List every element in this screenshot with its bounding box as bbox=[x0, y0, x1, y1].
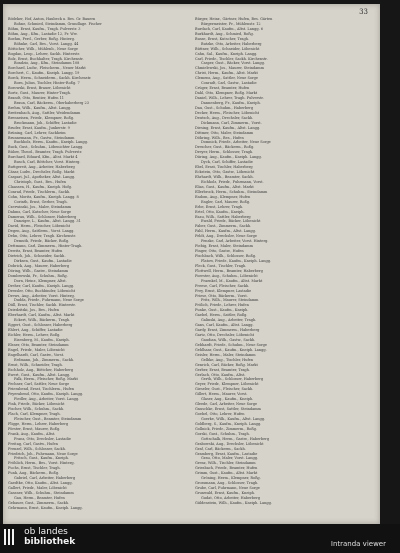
text-line: Bortz, Gust., Maurer, Hinter-Tragh. bbox=[8, 91, 71, 96]
text-line: Fraenkel, M., Kaufm., Altst. Markt bbox=[201, 278, 263, 283]
text-line: Goldberg, S., Kaufm., Kneiph. Langg. bbox=[195, 421, 262, 426]
text-line: Friese, Otto, Bäckerm., Vorst. bbox=[195, 293, 248, 298]
text-line: Funk, Aug., Bäckerm., Roßg. bbox=[8, 471, 60, 476]
text-line: Christoph, Gust., Bes., Hufen bbox=[14, 179, 67, 184]
text-line: Bülow, Theod., Beamter, Tragh. Pulverstr. bbox=[8, 150, 83, 155]
text-line: Fleischer, Gust., Beamter, Steindamm bbox=[14, 416, 82, 421]
text-line: Damerau, Wilh., Schlosser, Haberberg bbox=[8, 214, 77, 219]
text-line: Busse, Ernst, Kutscher, Tragh. bbox=[195, 36, 250, 41]
text-line: Döhring, Wilh., Bes., Hufen bbox=[195, 135, 244, 140]
text-line: Flach, Carl, Klempner, Tragh. bbox=[8, 412, 61, 416]
text-line: Engelhardt, Carl, Gastw., Vorst. bbox=[8, 352, 65, 357]
text-line: Fleck, Gust., Tischler, Tragh. bbox=[195, 263, 247, 268]
text-line: Conrad, Friedr., Tischlerm., Sackh. bbox=[8, 189, 71, 194]
text-line: Fahl, Herm., Kaufm., Altst. Langg. bbox=[195, 229, 256, 234]
text-line: Erdmann, Joh., Zimmerm., Sackh. bbox=[14, 357, 75, 362]
text-line: Gerlach, Otto, Kaufm., Altst. bbox=[195, 372, 246, 377]
text-line: Gerber, Ernst, Beamter, Tragh. bbox=[195, 367, 251, 372]
text-line: Döring, Wilh., Gastw., Steindamm bbox=[8, 268, 69, 273]
text-line: Dreyer, Herm., Schlosser, Tragh. bbox=[195, 150, 254, 155]
text-line: Genrich, Carl, Bäcker, Roßg. Markt bbox=[195, 362, 258, 367]
text-line: Clemens, Aug., Sattler, Neue Sorge bbox=[195, 76, 258, 81]
text-line: Dau, Gust., Schuhm., Haberberg bbox=[195, 105, 254, 110]
text-line: Ewald, Friedr., Bäcker, Löbenicht bbox=[201, 219, 261, 224]
text-line: Brockmann, Joh., Schiffer, Lastadie bbox=[14, 120, 77, 125]
text-line: Büttner, Wilh., Schneider, Löbenicht bbox=[195, 46, 260, 51]
text-line: Diesing, Ernst, Kaufm., Altst. Langg. bbox=[195, 125, 261, 130]
text-line: Bogdan, Leop., Lehrer, Sackh. Hinterstr. bbox=[8, 51, 80, 56]
text-line: Gau, Herm., Beamter, Hufen bbox=[14, 495, 65, 500]
text-line: Geyer, Friedr., Klempner, Löbenicht bbox=[195, 382, 259, 387]
text-line: Franz, Otto, Drechsler, Lastadie bbox=[14, 436, 71, 441]
text-line: Danziger, L., Kaufm., Altst. Langg. 31 bbox=[14, 219, 81, 224]
text-line: Gaudian, Wilh., Gastw., Sackh. bbox=[201, 337, 256, 342]
text-line: Fröhlich, Herm., Bes., Vorst. Hinterg. bbox=[8, 461, 75, 466]
text-line: Eckert, Wilh., Bäckerm., Tragh. bbox=[14, 318, 71, 323]
text-line: Falk, Herm., Fleischer, Roßg. Markt bbox=[14, 377, 78, 382]
page-number: 33 bbox=[359, 8, 368, 16]
text-line: Freitag, Carl, Gastw., Hufen bbox=[8, 441, 58, 446]
text-line: Flatow, Friedr., Kaufm., Kneiph. Langg. bbox=[201, 258, 272, 263]
library-logo-icon bbox=[4, 527, 16, 547]
text-line: Butzke, Otto, Arbeiter, Haberberg bbox=[201, 41, 262, 46]
text-line: Ehrhardt, Wilh., Beamter, Sackh. bbox=[195, 175, 254, 179]
text-line: Brenneisen, Friedr., Klempner, Roßg. bbox=[8, 115, 75, 120]
text-line: Daniel, Wilh., Lehrer, Tragh. Pulverstr. bbox=[195, 96, 264, 100]
text-line: Dziedzitzki, Jos., Bes., Hufen bbox=[8, 308, 60, 313]
text-line: Bödeker, Hof, Anton, Haubeck u. Bes. Gr. Bauern bbox=[8, 17, 96, 21]
text-line: Bötticher, Wilh., Mühlenb., Neue Sorge bbox=[8, 46, 78, 51]
text-line: Corinth, Ernst, Gerber, Tragh. bbox=[14, 199, 68, 204]
text-line: David, Herm., Fleischer, Löbenicht bbox=[8, 224, 70, 229]
text-line: Czerwinski, Jos., Maler, Steindamm bbox=[8, 204, 72, 209]
text-line: Eisenberg, M., Kaufm., Kneiph. bbox=[14, 337, 70, 342]
text-line: Carl, Friedr., Tischler, Sackh. Kirchenstr. bbox=[195, 56, 268, 61]
text-line: Gartz, Otto, Drechsler, Löbenicht bbox=[195, 333, 255, 337]
text-line: Crüger, Ernst, Beamter, Hufen bbox=[195, 86, 250, 91]
library-logo[interactable] bbox=[4, 527, 75, 547]
text-line: Eichholz, Friedr., Fuhrmann, Vorst. bbox=[201, 179, 264, 184]
text-line: Gerth, Wilh., Schlosser, Haberberg bbox=[201, 377, 264, 382]
text-line: Dahms, Carl, Kutscher, Neue Sorge bbox=[8, 209, 72, 214]
text-line: Eckstein, Otto, Gastw., Löbenicht bbox=[195, 170, 255, 175]
text-line: Eggert, Gust., Schlosser, Haberberg bbox=[8, 323, 73, 328]
text-line: Casper, Gust., Bäcker, Vorst. Langg. bbox=[201, 61, 265, 66]
text-line: Flottwell, Herm., Beamter, Haberberg bbox=[195, 268, 263, 273]
text-line: Fritsch, Gust., Kaufm., Kneiph. bbox=[14, 456, 70, 461]
text-line: Frenzel, Wilh., Schlosser, Sackh. bbox=[8, 446, 67, 451]
text-line: Borchert, C., Kaufm., Kneiph. Langg. 19 bbox=[8, 71, 80, 76]
text-line: Buchholz, Herm., Kaufm., Kneiph. Langg. bbox=[14, 140, 88, 145]
left-column bbox=[8, 17, 186, 517]
text-line: Funke, Gust., Kaufm., Kneiph. bbox=[195, 308, 249, 313]
text-line: Caspari, Jul., Apotheker, Altst. Langg. bbox=[8, 175, 76, 179]
text-line: Gillert, Herm., Maurer, Vorst. bbox=[195, 392, 248, 397]
text-line: Fechner, Carl, Sattler, Neue Sorge bbox=[8, 382, 70, 387]
text-line: Borowski, Ernst, Brauer, Löbenicht bbox=[8, 86, 71, 91]
text-line: Fritz, Wilh., Maurer, Steindamm bbox=[201, 298, 259, 303]
text-line: Domnick, Friedr., Arbeiter, Neue Sorge bbox=[201, 140, 271, 145]
text-line: Gebauer, Gust., Zimmerm., Sackh. bbox=[8, 500, 70, 505]
text-line: Gebhardt, Friedr., Schuhm., Neue Sorge bbox=[195, 342, 267, 347]
text-line: Ertel, Otto, Kaufm., Kneiph. bbox=[195, 209, 245, 214]
text-line: Grau, Otto, Maler, Vorst. Langg. bbox=[201, 456, 259, 461]
text-line: Degen, Aug., Sattlerm., Vorst. Langg. bbox=[8, 229, 75, 234]
logo-text bbox=[24, 527, 75, 547]
text-line: Brehm, Wilh., Kaufm., Altst. Langg. bbox=[8, 105, 72, 110]
text-line: Gorski, Gust., Schuhm., Tragh. bbox=[195, 431, 250, 436]
text-line: Dittmer, Otto, Maler, Steindamm bbox=[195, 130, 254, 135]
text-line: Grimm, Gust., Kaufm., Altst. Markt bbox=[195, 471, 258, 476]
text-line: Dickmann, Carl, Zimmerm., Vorst. bbox=[201, 120, 262, 125]
text-line: Gramberg, Ernst, Kaufm., Lastadie bbox=[195, 451, 258, 456]
text-line: Gleede, Carl, Arbeiter, Neue Sorge bbox=[195, 402, 258, 407]
text-line: Elsner, Otto, Beamter, Steindamm bbox=[8, 342, 69, 347]
text-line: Cäsar, Ludw., Drechsler, Roßg. Markt bbox=[8, 170, 75, 175]
text-line: Borck, Herm., Schneiderm., Sackh. Kirchenstr. bbox=[8, 76, 92, 81]
text-line: Gollnick, Friedr., Zimmerm., Roßg. bbox=[195, 426, 258, 431]
text-line: Düring, Aug., Kaufm., Kneiph. Langg. bbox=[195, 155, 262, 160]
text-line: Dreher, Carl, Kaufm., Kneiph. Langg. bbox=[8, 283, 75, 288]
text-line: Demuth, Friedr., Bäcker, Roßg. bbox=[14, 239, 70, 244]
text-line: Dirksen, Gust., Kaufm., Lastadie bbox=[14, 258, 72, 263]
text-line: Grabowski, Aug., Drechsler, Löbenicht bbox=[195, 441, 264, 446]
text-line: Borchard, Ludw., Fleischerm., Neuer Markt bbox=[8, 66, 86, 71]
text-line: Christ, Herm., Kaufm., Altst. Markt bbox=[195, 71, 258, 76]
text-line: Cahn, Sal., Kaufm., Kneiph. Langg. bbox=[195, 51, 258, 56]
text-line: Endom, Aug., Klempner, Hufen bbox=[195, 194, 251, 199]
text-line: Engel, Friedr., Maler, Löbenicht bbox=[8, 347, 65, 352]
logo-line-1: ob landes bbox=[24, 527, 68, 537]
text-line: Deutsch, Aug., Drechsler, Sackh. bbox=[195, 115, 254, 120]
text-line: Friedrich, Joh., Fuhrmann, Neue Sorge bbox=[8, 451, 78, 456]
text-line: Brandt, Otto, Rentier, Hufen 11 bbox=[8, 96, 65, 100]
text-line: Bürger, Heinr., Gärtner, Hufen, Bes. Gärten bbox=[195, 17, 273, 21]
text-line: Fiedler, Aug., Arbeiter, Vorst. Langg. bbox=[14, 397, 80, 402]
text-line: Gottschalk, Herm., Gastw., Haberberg bbox=[201, 436, 270, 441]
text-line: Feyerabend, Otto, Kaufm., Kneiph. Langg. bbox=[8, 392, 84, 397]
text-line: Fuchs, Ernst, Tischler, Tragh. bbox=[8, 466, 61, 471]
text-line: Ebel, Ernst, Tischler, Haberberg bbox=[195, 165, 253, 170]
text-line: Graf, Carl, Bäckerm., Sackh. bbox=[195, 446, 246, 451]
text-line: Dressler, Otto, Buchbinder, Löbenicht bbox=[8, 288, 76, 293]
text-line: Böhm, Ernst, Kaufm., Tragh. Pulverstr. 3 bbox=[8, 26, 81, 31]
right-column bbox=[195, 17, 373, 517]
text-line: Düll, Ernst, Tischler, Sackh. Hinterstr. bbox=[8, 303, 76, 308]
text-line: Cohn, Moritz, Kaufm., Kneiph. Langg. 8 bbox=[8, 194, 79, 199]
text-line: Gröning, Herm., Klempner, Roßg. bbox=[201, 476, 261, 481]
text-line: Gaebel, Herm., Sattler, Roßg. bbox=[195, 313, 248, 318]
text-line: Ewert, Gust., Kaufm., Altst. Langg. bbox=[8, 372, 71, 377]
text-line: Ernst, Wilh., Schneider, Tragh. bbox=[8, 362, 63, 367]
text-line: Dahl, Otto, Klempner, Roßg. Markt bbox=[195, 91, 258, 96]
text-line: Gehrmann, Ernst, Kaufm., Kneiph. Langg. bbox=[8, 505, 83, 510]
text-line: Geisler, Herm., Maler, Steindamm bbox=[195, 352, 256, 357]
text-line: Finger, Otto, Gastw., Hufen bbox=[195, 249, 244, 254]
text-line: Claassen, H., Kaufm., Kneiph. Hofg. bbox=[8, 184, 72, 189]
text-line: Förster, Ernst, Maurer, Roßg. bbox=[8, 426, 61, 431]
text-line: Dorn, Heinr., Klempner, Altst. bbox=[14, 278, 67, 283]
text-line: Burchard, Eduard, Kfm., Altst. Markt 4 bbox=[8, 155, 78, 160]
text-line: Gelbke, Aug., Tischler, Hufen bbox=[201, 357, 254, 362]
text-line: Gabriel, Carl, Arbeiter, Haberberg bbox=[14, 476, 76, 481]
text-line: Drews, Aug., Arbeiter, Vorst. Hinterg. bbox=[8, 293, 75, 298]
text-line: Grossmann, Aug., Schlosser, Tragh. bbox=[195, 481, 259, 486]
text-line: Gallert, Friedr., Maler, Löbenicht bbox=[8, 486, 67, 491]
text-line: Busch, Carl, Böttcher, Vorst. Hinterg. bbox=[14, 160, 81, 165]
text-line: Fenske, Carl, Arbeiter, Vorst. Hinterg. bbox=[201, 239, 269, 244]
text-line: Bolz, Ernst, Buchhalter, Tragh. Kirchenstr. bbox=[8, 56, 84, 61]
text-line: Fischer, Wilh., Schuhm., Sackh. bbox=[8, 407, 65, 412]
text-line: Engler, Carl, Maurer, Roßg. bbox=[201, 199, 251, 204]
text-line: Dobrick, Aug., Maurer, Haberberg bbox=[8, 263, 70, 268]
text-line: Drescher, Gust., Bäckerm., Roßg. bbox=[195, 145, 255, 150]
text-line: Dombrowski, Fr., Schuhm., Roßg. bbox=[8, 273, 68, 278]
text-line: Dehn, Otto, Lehrer, Tragh. Kirchenstr. bbox=[8, 234, 76, 239]
text-line: Grunwald, Ernst, Kaufm., Kneiph. bbox=[195, 491, 256, 495]
text-line: Breitenbach, Aug., Sattler, Weidendamm bbox=[8, 110, 81, 115]
text-line: Gnuschke, Ernst, Sattler, Steindamm bbox=[195, 407, 261, 412]
text-line: Böhm, Aug., Kfm., Lastadie 12, Fr. Ww. bbox=[8, 31, 78, 36]
text-line: Esau, Wilh., Sattler, Haberberg bbox=[195, 214, 251, 219]
text-line: Gardy, Ernst, Zimmerm., Haberberg bbox=[195, 328, 260, 333]
text-line: Buck, Gust., Schuhm., Löbenichter Langg. bbox=[8, 145, 84, 150]
text-line: Elias, Gust., Kaufm., Altst. Markt bbox=[195, 184, 254, 189]
text-line: Gudat, Otto, Arbeiter, Haberberg bbox=[201, 495, 260, 500]
text-line: Frölich, Friedr., Lehrer, Hufen bbox=[195, 303, 249, 308]
text-line: Decker, Herm., Fleischer, Löbenicht bbox=[195, 110, 260, 115]
text-line: Eberhardt, Carl, Kaufm., Altst. Markt bbox=[8, 313, 75, 318]
text-line: Braun, Carl, Bäckerm., Oberhaberberg 23 bbox=[14, 100, 89, 105]
text-line: Frey, Ernst, Klempner, Lastadie bbox=[195, 288, 252, 293]
scanned-page bbox=[3, 4, 380, 524]
text-line: Grube, Carl, Fuhrmann, Neue Sorge bbox=[195, 486, 260, 491]
text-line: Galinski, Aug., Arbeiter, Tragh. bbox=[201, 318, 257, 323]
text-line: Gaedtke, Otto, Kaufm., Altst. Langg. bbox=[8, 481, 73, 486]
text-line: Griesbach, Friedr., Beamter, Hufen bbox=[195, 466, 258, 471]
text-line: Brunnemann, Fr., Gastw., Steindamm bbox=[8, 135, 75, 140]
text-line: Erbe, Ernst, Lehrer, Tragh. bbox=[195, 204, 244, 209]
text-line: Eichler, Herm., Lehrer, Roßg. bbox=[8, 333, 61, 337]
viewer-label: Intranda viewer bbox=[330, 540, 386, 548]
text-line: Bondzio, Aug., Kfm., Steindamm 108 bbox=[14, 61, 80, 66]
text-line: Böhnke, Carl, Bes., Vorst. Langg. 44 bbox=[14, 41, 79, 46]
text-line: Gehlhaar, Gust., Kaufm., Kneiph. Langg. bbox=[195, 347, 267, 352]
text-line: Conradt, Carl, Gastw., Lastadie bbox=[201, 81, 257, 86]
text-line: Gassner, Wilh., Schuhm., Steindamm bbox=[8, 491, 74, 495]
text-line: Goebel, Otto, Lehrer, Hufen bbox=[195, 412, 245, 416]
text-line: Foerster, Aug., Schuhm., Löbenicht bbox=[195, 273, 258, 278]
logo-line-2: bibliothek bbox=[24, 537, 76, 547]
text-line: Burdach, Carl, Kaufm., Altst. Langg. 6 bbox=[195, 26, 264, 31]
text-line: Bohne, Schmied, Steindamm, Grundlage. Fischer bbox=[14, 21, 102, 26]
text-line: Burkhardt, Aug., Schmied, Roßg. bbox=[195, 31, 254, 36]
text-line: Freese, Carl, Fleischer, Sackh. bbox=[195, 283, 250, 288]
text-line: Bürgermeister, Fr., Mühlenstr. 12 bbox=[201, 21, 261, 26]
text-line: Dyck, Carl, Schiffer, Lastadie bbox=[201, 160, 253, 165]
text-line: Fink, Friedr., Bäcker, Löbenicht bbox=[8, 402, 65, 407]
text-line: Gieseler, Gust., Fleischer, Sackh. bbox=[195, 387, 254, 392]
text-line: Dietrich, Joh., Schneider, Sackh. bbox=[8, 254, 66, 258]
text-line: Faber, Gust., Zimmerm., Sackh. bbox=[195, 224, 252, 229]
text-line: Frank, Aug., Kaufm., Altst. bbox=[8, 431, 56, 436]
text-line: Brüning, Carl, Lehrer, Sackheim bbox=[8, 130, 66, 135]
text-line: Dettmann, Carl, Zimmerm., Hinter-Tragh. bbox=[8, 244, 83, 249]
text-line: Gans, Carl, Kaufm., Altst. Langg. bbox=[195, 323, 254, 328]
text-line: Feierabend, Ernst, Tischlerm., Hufen bbox=[8, 387, 75, 392]
text-line: Feldt, Aug., Drechsler, Neue Sorge bbox=[195, 234, 257, 239]
text-line: Buttgereit, Aug., Arbeiter, Haberberg bbox=[8, 165, 75, 170]
text-line: Glaser, Aug., Kaufm., Kneiph. bbox=[201, 397, 254, 402]
text-line: Güldenstein, Wilh., Kaufm., Kneiph. Langg. bbox=[195, 500, 272, 505]
text-line: Grenz, Wilh., Tischler, Steindamm bbox=[195, 461, 256, 466]
text-line: Fligge, Herm., Lehrer, Haberberg bbox=[8, 421, 69, 426]
text-line: Bruder, Ernst, Kaufm., Junkerstr. 9 bbox=[8, 125, 70, 130]
text-line: Dewitz, Ernst, Beamter, Hufen bbox=[8, 249, 63, 254]
text-line: Dudda, Friedr., Fuhrmann, Neue Sorge bbox=[14, 298, 84, 303]
text-line: Eschholz, Aug., Böttcher, Haberberg bbox=[8, 367, 74, 372]
text-line: Boehm, Ferd., Gerber, Roßg. Hinterg. bbox=[8, 36, 75, 41]
text-line: Goerke, Wilh., Kaufm., Altst. Langg. bbox=[201, 416, 266, 421]
text-line: Fiebig, Ernst, Maler, Steindamm bbox=[195, 244, 253, 249]
text-line: Ehlert, Aug., Schiffer, Lastadie bbox=[8, 328, 63, 333]
text-line: Chmielewski, Jos., Maurer, Steindamm bbox=[195, 66, 264, 71]
text-line: Dannenberg, Fr., Kaufm., Kneiph. bbox=[201, 100, 261, 105]
text-line: Fischbach, Wilh., Schlosser, Roßg. bbox=[195, 254, 257, 258]
text-line: Born, Julius, Tischler, Hinter-Roßg. 7 bbox=[14, 81, 80, 86]
text-line: Ellerbrock, Herm., Schuhm., Steindamm bbox=[195, 189, 268, 194]
